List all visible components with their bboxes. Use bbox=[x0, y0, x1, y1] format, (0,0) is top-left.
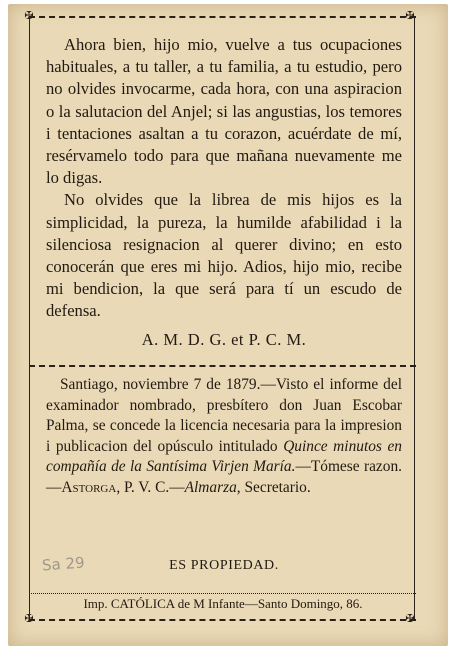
property-notice: ES PROPIEDAD. bbox=[169, 558, 279, 573]
top-rule bbox=[29, 16, 416, 18]
approval-text-part: Santiago, noviembre 7 de 1879.—Visto el informe del examinador nombrado, presbítero don Juan Escobar Palma, se concede la licencia necesaria para la impresion i publicacion del opúsculo intitulado bbox=[46, 376, 402, 455]
approval-text-part: —Tómese razon.— bbox=[46, 458, 402, 496]
prayer-paragraph: Ahora bien, hijo mio, vuelve a tus ocupaciones habituales, a tu taller, a tu familia, a tu estudio, pero no olvides invocarme, cada hora, con una aspiracion o la salutacion del Anjel; si las angustias, los temores i tentaciones asaltan a tu corazon, acuérdate de mí, resérvamelo todo para que mañana nuevamente me lo digas. bbox=[46, 35, 402, 188]
corner-ornament-icon: ✠ bbox=[405, 9, 415, 22]
printer-imprint: Imp. CATÓLICA de M Infante—Santo Domingo, 86. bbox=[83, 596, 363, 611]
prayer-text bbox=[46, 34, 402, 323]
secretary-name: Almarza bbox=[184, 478, 237, 496]
corner-ornament-icon: ✠ bbox=[405, 612, 415, 625]
approval-text-part: , Secretario. bbox=[236, 478, 311, 496]
motto: A. M. D. G. et P. C. M. bbox=[141, 330, 307, 349]
corner-ornament-icon: ✠ bbox=[24, 612, 34, 625]
bottom-rule bbox=[29, 619, 416, 621]
prayer-paragraph: No olvides que la librea de mis hijos es la simplicidad, la pureza, la humilde afabilidad i la silenciosa resignacion al querer divino; en esto conocerán que eres mi hijo. Adios, hijo mio, recibe mi bendicion, la que será para tí un escudo de defensa. bbox=[46, 190, 402, 321]
imprint-rule bbox=[29, 593, 416, 594]
approval-text-part: , P. V. C.— bbox=[116, 478, 185, 496]
corner-ornament-icon: ✠ bbox=[24, 9, 34, 22]
signatory-name: Astorga bbox=[61, 478, 117, 496]
book-title: Quince minutos en compañía de la Santísima Virjen María. bbox=[46, 437, 402, 476]
approval-text bbox=[46, 375, 402, 499]
approval-paragraph bbox=[46, 375, 402, 499]
middle-rule bbox=[29, 365, 416, 367]
pencil-note: Sa 29 bbox=[41, 553, 86, 575]
